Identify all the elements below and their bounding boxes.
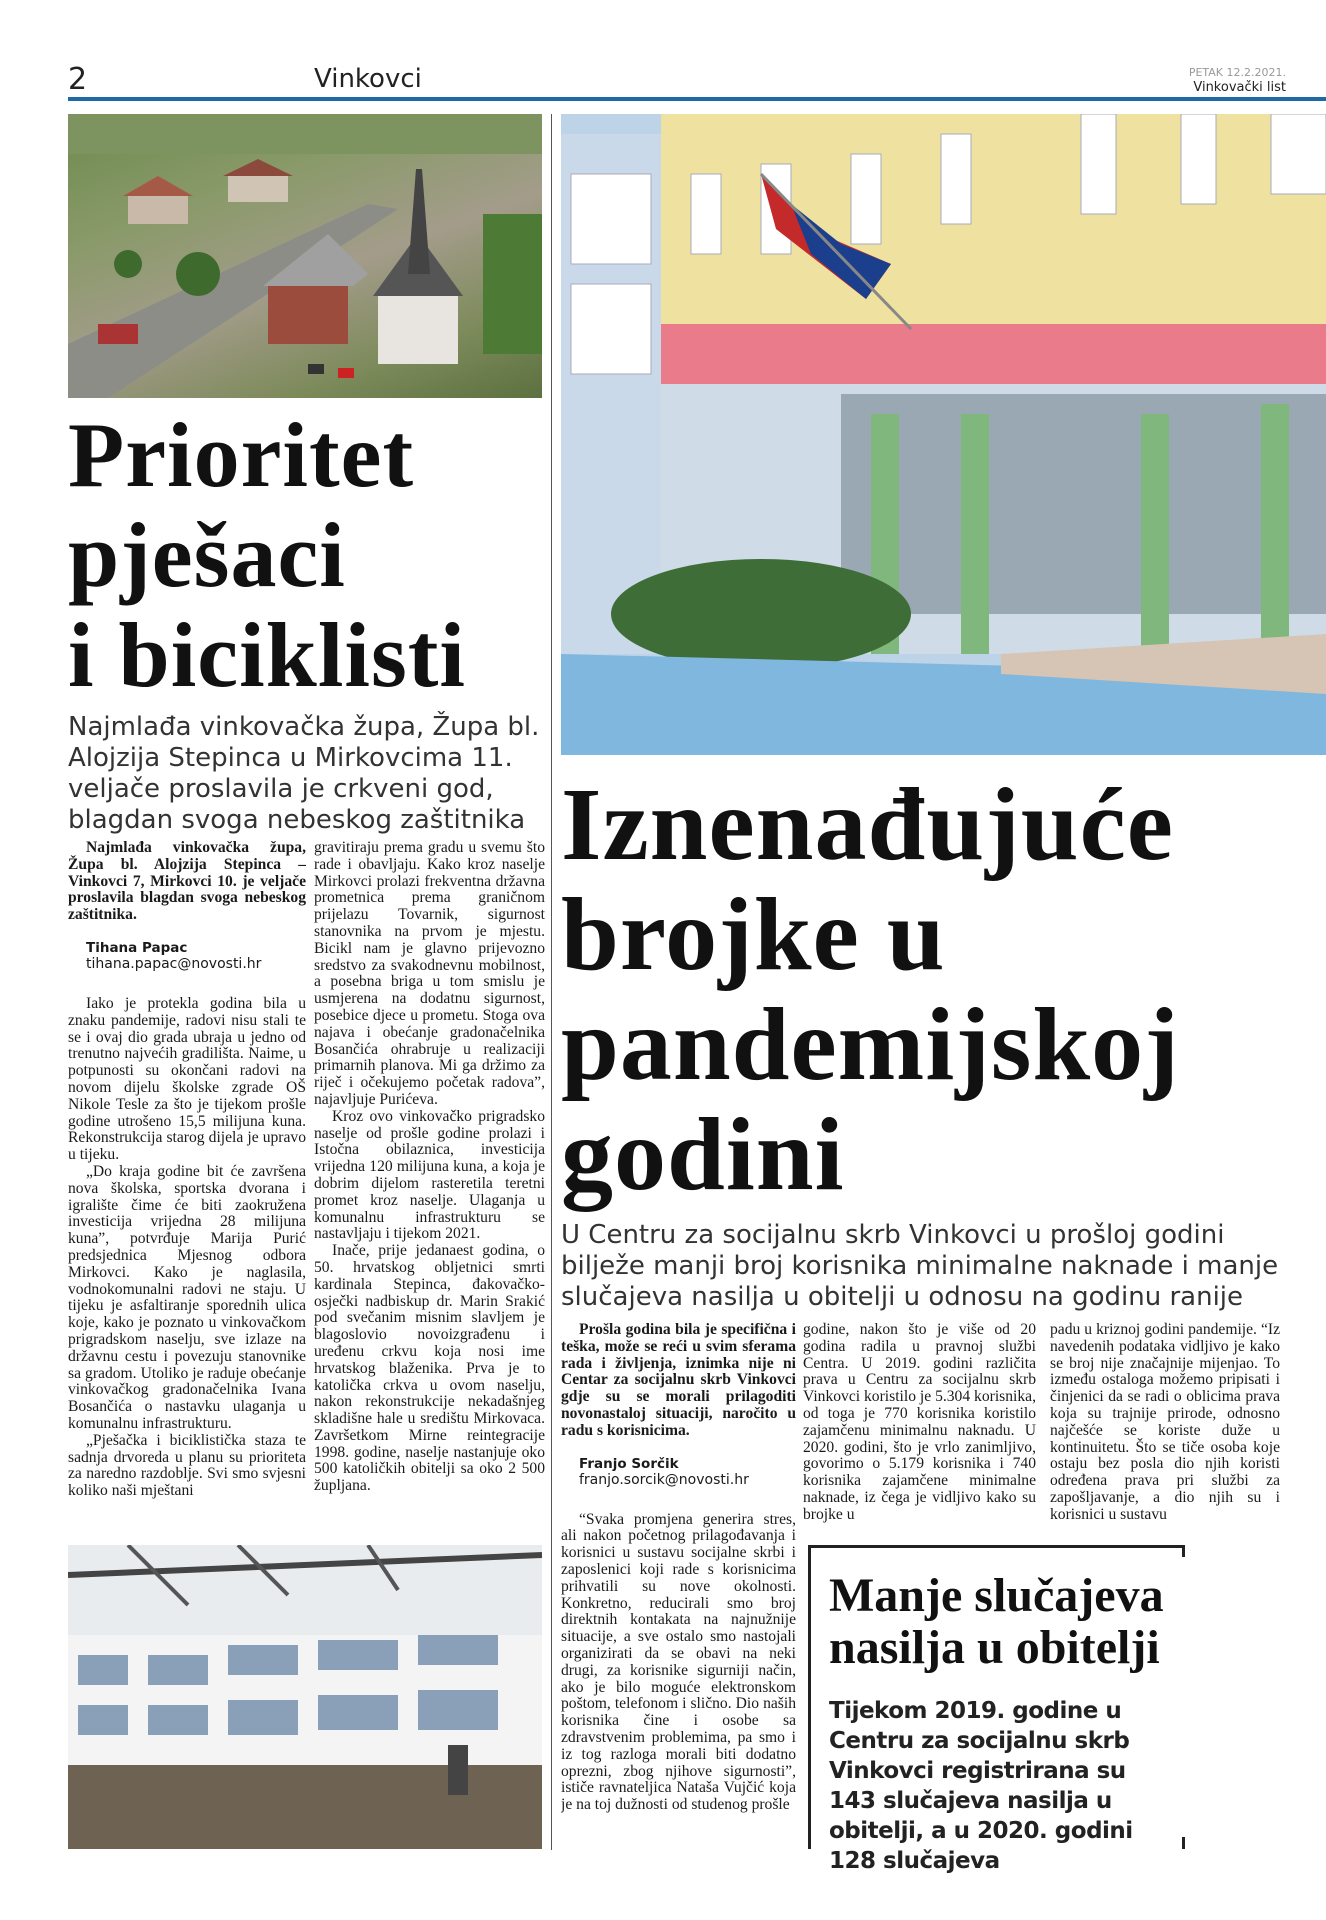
article1-email[interactable]: tihana.papac@novosti.hr — [86, 955, 262, 972]
factbox-text: Tijekom 2019. godine u Centru za socijalnu skrb Vinkovci registrirana su 143 slučajeva nasilja u obitelji, a u 2020. godini 128 slučajeva — [829, 1698, 1133, 1874]
factbox-title: Manje slučajeva nasilja u obitelji — [829, 1569, 1164, 1674]
section-title: Vinkovci — [314, 64, 422, 94]
school-courtyard-photo — [68, 1545, 542, 1849]
paper-name: Vinkovački list — [1193, 80, 1286, 95]
building-scene-icon — [561, 114, 1326, 755]
article2-email[interactable]: franjo.sorcik@novosti.hr — [579, 1471, 749, 1488]
article1-column-2 — [314, 840, 545, 1525]
paragraph: „Do kraja godine bit će završena nova školska, sportska dvorana i igralište čime će biti zaokružena investicija vrijedna 28 milijuna kuna”, potvrđuje Marija Purić predsjednica Mjesnog odbora Mirkovci. Kako je naglasila, vodnokomunalni radovi ne staju. U tijeku je asfaltiranje sporednih ulica koje, kako je poznato u vinkovačkom prigradskom naselju, sve izlaze na državnu cestu i povezuju stanovnike sa gradom. Utoliko je raduje obećanje vinkovačkog gradonačelnika Ivana Bosančića o nastavku ulaganja u komunalnu infrastrukturu. — [68, 1162, 306, 1432]
headline-line: i biciklisti — [68, 604, 466, 706]
paragraph: “Svaka promjena generira stres, ali nakon početnog prilagođavanja i korisnici u sustavu socijalne skrbi i zaposlenici koji rade s korisnicima prihvatili su nove okolnosti. Konkretno, reducirali smo broj direktnih kontakata na najnužnije situacije, a sve ostalo smo nastojali organizirati da se obavi na neki drugi, za korisnike sigurniji način, ako je bilo moguće elektronskom poštom, telefonom i slično. Dio naših korisnika čine i osobe sa zdravstvenim problemima, pa smo i iz tog razloga morali biti dodatno oprezni, zbog njihove sigurnosti”, ističe ravnateljica Nataša Vujčić koja je na toj dužnosti od studenog prošle — [561, 1510, 796, 1814]
article2-column-3 — [1050, 1322, 1280, 1528]
page-number: 2 — [68, 62, 88, 97]
headline-line: Prioritet — [68, 404, 415, 506]
article1-headline — [68, 405, 548, 705]
aerial-church-photo — [68, 114, 542, 398]
headline-line: Iznenađujuće — [561, 767, 1174, 882]
column-divider — [551, 114, 552, 1850]
article2-lead: Prošla godina bila je specifična i teška, može se reći u svim sferama rada i življenja, iznimka nije ni Centar za socijalnu skrb Vinkovci gdje su se morali prilagoditi novonastaloj situaciji, naročito u radu s korisnicima. — [561, 1322, 796, 1439]
header-rule — [68, 97, 1326, 101]
article2-subtitle: U Centru za socijalnu skrb Vinkovci u prošloj godini bilježe manji broj korisnika minimalne naknade i manje slučajeva nasilja u obitelji u odnosu na godinu ranije — [561, 1220, 1279, 1312]
article1-subtitle: Najmlađa vinkovačka župa, Župa bl. Alojzija Stepinca u Mirkovcima 11. veljače proslavila je crkveni god, blagdan svoga nebeskog zaštitnika — [68, 712, 540, 835]
paragraph: „Pješačka i biciklistička staza te sadnja drvoreda u planu su prioriteta za naredno razdoblje. Svi smo svjesni koliko naši mještani — [68, 1431, 306, 1500]
paragraph: gravitiraju prema gradu u svemu što rade i obavljaju. Kako kroz naselje Mirkovci prolazi frekventna državna prometnica prema graničnom prijelazu Tovarnik, sigurnost stanovnika na prvom je mjestu. Bicikl nam je glavno prijevozno sredstvo za svakodnevnu mobilnost, a posebna briga u tom smislu je usmjerena na dodatnu sigurnost, posebice djece u prometu. Stoga ova najava i obećanje gradonačelnika Bosančića ohrabruje u realizaciji primarnih planova. Mi ga držimo za riječ i očekujemo početak radova”, najavljuje Purićeva. — [314, 840, 545, 1108]
headline-line: pješaci — [68, 504, 346, 606]
paragraph: Iako je protekla godina bila u znaku pandemije, radovi nisu stali te se i ovaj dio grada ubraja u jedno od trenutno najvećih gradilišta. Naime, u potpunosti su okončani radovi na novom dijelu školske zgrade OŠ Nikole Tesle za što je tijekom prošle godine utrošeno 15,5 milijuna kuna. Rekonstrukcija starog dijela je upravo u tijeku. — [68, 994, 306, 1164]
article2-column-1 — [561, 1322, 796, 1850]
article1-author: Tihana Papac — [86, 939, 188, 956]
social-welfare-centre-photo — [561, 114, 1326, 755]
article1-column-1 — [68, 840, 306, 1525]
article2-column-2 — [803, 1322, 1036, 1528]
headline-line: brojke u — [561, 877, 946, 992]
school-scene-icon — [68, 1545, 542, 1849]
article1-lead: Najmlađa vinkovačka župa, Župa bl. Alojzija Stepinca – Vinkovci 7, Mirkovci 10. je veljače proslavila blagdan svoga nebeskog zaštitnika. — [68, 840, 306, 924]
headline-line: pandemijskoj — [561, 987, 1180, 1102]
headline-line: godini — [561, 1097, 845, 1212]
aerial-scene-icon — [68, 114, 542, 398]
paragraph: Kroz ovo vinkovačko prigradsko naselje od prošle godine prolazi i Istočna obilaznica, investicija vrijedna 120 milijuna kuna, a koja je dobrim dijelom rasteretila teretni promet kroz naselje. Ulaganja u komunalnu infrastrukturu se nastavljaju i tijekom 2021. — [314, 1107, 545, 1243]
issue-date: PETAK 12.2.2021. — [1188, 66, 1286, 79]
article2-headline — [561, 767, 1326, 1212]
factbox — [808, 1545, 1182, 1874]
paragraph: padu u kriznoj godini pandemije. “Iz navedenih podataka vidljivo je kako se broj nije značajnije mijenjao. To između ostaloga možemo pripisati i činjenici da se radi o oblicima prava koja su trajnije prirode, odnosno najčešće se koriste duže u kontinuitetu. Što se tiče osoba koje ostaju bez posla dio njih koristi određena prava pri službi za zapošljavanje, a dio njih su i korisnici u sustavu — [1050, 1322, 1280, 1523]
paragraph: godine, nakon što je više od 20 godina radila u pravnoj službi Centra. U 2019. godini različita prava u Centru za socijalnu skrb Vinkovci koristilo je 5.304 korisnika, od toga je 770 korisnika koristilo zajamčenu minimalnu naknadu. U 2020. godini, što je vrlo zanimljivo, govorimo o 5.179 korisnika i 740 korisnika zajamčene minimalne naknade, iz čega je vidljivo kako su brojke u — [803, 1322, 1036, 1523]
article2-author: Franjo Sorčik — [579, 1455, 679, 1472]
paragraph: Inače, prije jedanaest godina, o 50. hrvatskog obljetnici smrti kardinala Stepinca, đakovačko-osječki nadbiskup dr. Marin Srakić pod svečanim misnim slavljem je blagoslovio novoizgrađenu i uređenu crkvu koja nosi ime hrvatskog blaženika. Prva je to katolička crkva u ovom naselju, nakon rekonstrukcije nekadašnjeg skladišne hale u središtu Mirkovaca. Završetkom Mirne reintegracije 1998. godine, naselje nastanjuje oko 500 katoličkih obitelji sa oko 2 500 župljana. — [314, 1242, 545, 1495]
